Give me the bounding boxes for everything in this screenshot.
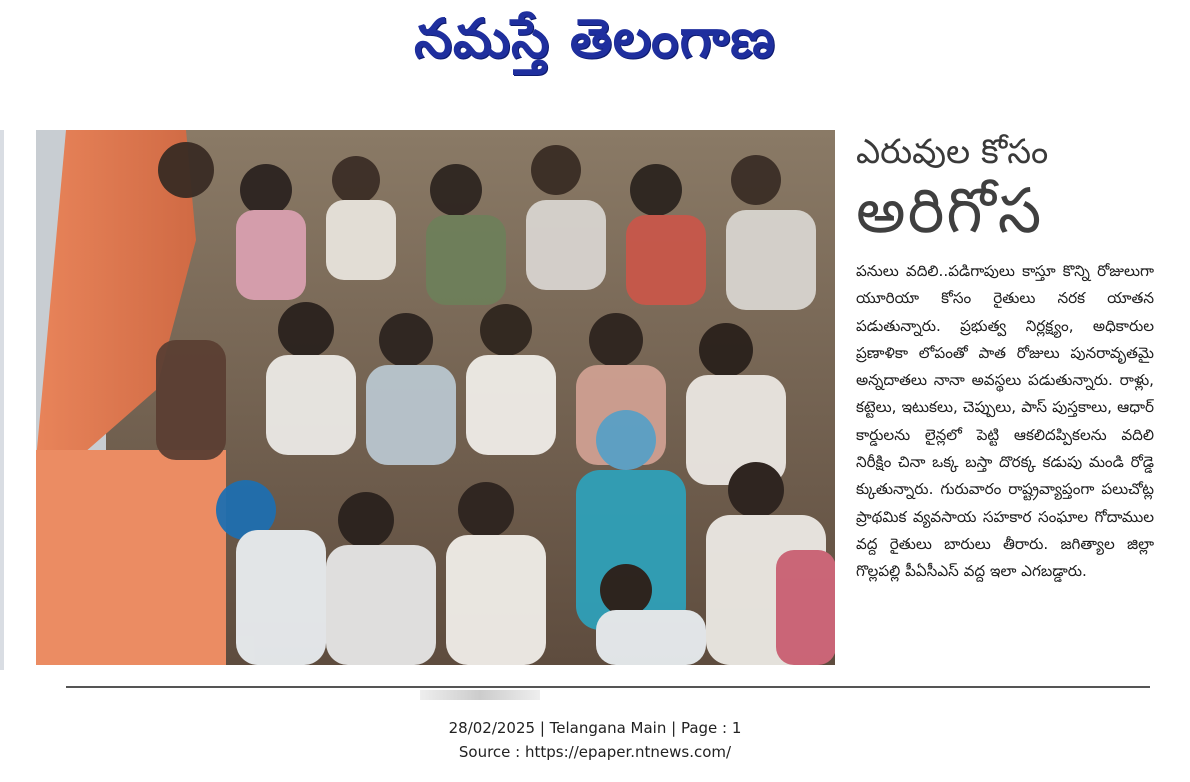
article-headline — [856, 130, 1166, 246]
next-article-image-edge — [420, 690, 540, 700]
footer-source-link[interactable]: Source : https://epaper.ntnews.com/ — [458, 743, 732, 761]
news-photo — [36, 130, 835, 665]
newspaper-logo: నమస్తే తెలంగాణ — [414, 6, 776, 70]
article-body: పనులు వదిలి..పడిగాపులు కాస్తూ కొన్ని రోజులుగా యూరియా కోసం రైతులు నరక యాతన పడుతున్నారు. ప్రభుత్వ నిర్లక్ష్యం, అధికారుల ప్రణాళికా లోపంతో పాత రోజులు పునరావృతమై అన్నదాతలు నానా అవస్థలు పడుతున్నారు. రాళ్లు, కట్టెలు, ఇటుకలు, చెప్పులు, పాస్ పుస్తకాలు, ఆధార్ కార్డులను లైన్లలో పెట్టి ఆకలిదప్పికలను వదిలి నిరీక్షిం చినా ఒక్క బస్తా దొరక్క కడుపు మండి రోడ్డె క్కుతున్నారు. గురువారం రాష్ట్రవ్యాప్తంగా పలుచోట్ల ప్రాథమిక వ్యవసాయ సహకార సంఘాల గోదాముల వద్ద రైతులు బారులు తీరారు. జగిత్యాల జిల్లా గొల్లపల్లి పీఏసీఎస్ వద్ద ఇలా ఎగబడ్డారు. — [856, 262, 1154, 581]
headline-kicker: ఎరువుల కోసం — [856, 132, 1049, 172]
masthead — [0, 0, 1190, 90]
headline-main: అరిగోస — [856, 174, 1044, 247]
footer-date-line: 28/02/2025 | Telangana Main | Page : 1 — [448, 719, 742, 737]
crowd-photo-image — [36, 130, 835, 665]
page-edge-rule — [0, 130, 4, 670]
page-footer — [0, 716, 1190, 764]
section-divider — [66, 686, 1150, 688]
